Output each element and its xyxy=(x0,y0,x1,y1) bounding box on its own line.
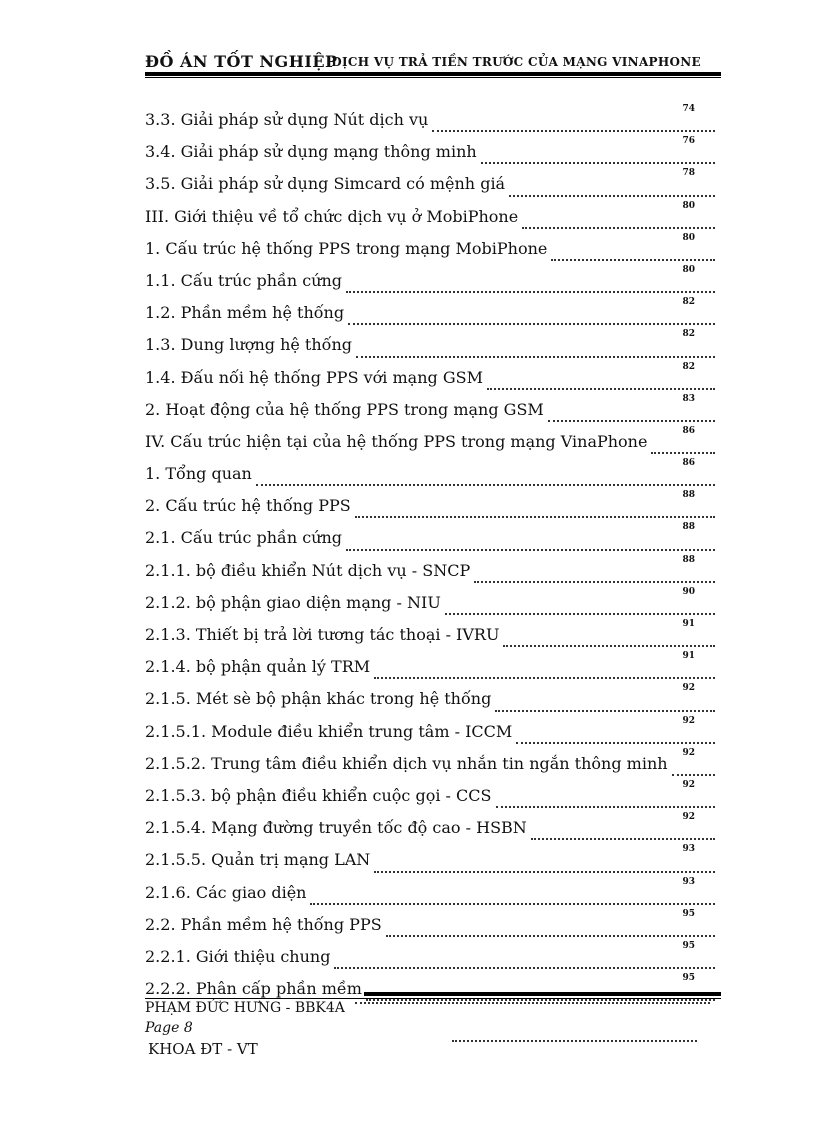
header-title-right: DỊCH VỤ TRẢ TIỀN TRƯỚC CỦA MẠNG VINAPHONE xyxy=(331,55,701,69)
toc-entry-page: 82 xyxy=(682,329,695,340)
toc-entry-title: 2.1.1. bộ điều khiển Nút dịch vụ - SNCP xyxy=(145,560,471,580)
toc-leader-dots xyxy=(672,773,715,776)
toc-entry xyxy=(145,522,725,554)
toc-entry-title: 2.2.2. Phân cấp phần mềm xyxy=(145,979,362,999)
toc-leader-dots xyxy=(432,129,715,132)
toc-entry-title: 2.2.1. Giới thiệu chung xyxy=(145,946,331,966)
toc-entry-page: 80 xyxy=(682,232,695,243)
toc-entry-title: 1.4. Đấu nối hệ thống PPS với mạng GSM xyxy=(145,367,483,387)
toc-leader-dots xyxy=(346,548,715,551)
toc-entry-page: 82 xyxy=(682,361,695,372)
toc-leader-dots xyxy=(374,870,715,873)
toc-entry-page: 86 xyxy=(682,425,695,436)
toc-leader-dots xyxy=(366,998,715,1001)
toc-entry-page: 91 xyxy=(682,619,695,629)
toc-leader-dots xyxy=(445,612,715,615)
toc-entry-title: 2.1. Cấu trúc phần cứng xyxy=(145,528,343,548)
footer-leader xyxy=(355,1002,710,1004)
footer-page-number: Page 8 xyxy=(145,1020,193,1036)
toc-entry-title: 2.1.3. Thiết bị trả lời tương tác thoại - IVRU xyxy=(145,625,500,644)
toc-leader-dots xyxy=(481,161,715,164)
toc-leader-dots xyxy=(531,837,715,840)
toc-entry-page: 95 xyxy=(682,973,695,984)
toc-entry-page: 92 xyxy=(682,779,695,790)
toc-entry-page: 86 xyxy=(682,458,695,469)
toc-entry-title: 1.2. Phần mềm hệ thống xyxy=(145,303,345,323)
toc-entry-page: 93 xyxy=(682,876,695,887)
toc-entry xyxy=(145,651,725,683)
toc-entry-title: 2.1.4. bộ phận quản lý TRM xyxy=(145,657,371,677)
toc-entry xyxy=(145,168,725,200)
toc-entry xyxy=(145,587,725,619)
toc-leader-dots xyxy=(503,644,715,647)
toc-entry-title: 1. Tổng quan xyxy=(145,464,252,484)
toc-entry-title: 2.1.5.2. Trung tâm điều khiển dịch vụ nhắn tin ngắn thông minh xyxy=(145,753,668,773)
toc-leader-dots xyxy=(474,580,715,583)
toc-leader-dots xyxy=(256,483,715,486)
toc-entry-title: 2.1.5. Mét sè bộ phận khác trong hệ thống xyxy=(145,689,492,709)
toc-entry xyxy=(145,909,725,941)
toc-entry xyxy=(145,716,725,748)
toc-entry-page: 92 xyxy=(682,715,695,726)
footer-author: PHẠM ĐỨC HƯNG - BBK4A xyxy=(145,1000,345,1016)
toc-entry xyxy=(145,265,725,297)
toc-entry xyxy=(145,941,725,973)
toc-entry xyxy=(145,426,725,458)
toc-entry xyxy=(145,780,725,812)
toc-entry xyxy=(145,748,725,780)
toc-leader-dots xyxy=(487,387,715,390)
toc-entry-page: 92 xyxy=(682,683,695,694)
toc-entry-page: 88 xyxy=(682,522,695,533)
toc-leader-dots xyxy=(496,805,715,808)
toc-leader-dots xyxy=(334,966,715,969)
toc-entry-page: 82 xyxy=(682,297,695,308)
toc-entry-page: 88 xyxy=(682,490,695,501)
toc-entry-title: 1. Cấu trúc hệ thống PPS trong mạng MobiPhone xyxy=(145,238,548,258)
toc-entry-page: 91 xyxy=(682,651,695,662)
toc-entry-title: 2.1.5.5. Quản trị mạng LAN xyxy=(145,850,371,870)
toc-entry xyxy=(145,136,725,168)
toc-entry xyxy=(145,458,725,490)
toc-entry xyxy=(145,233,725,265)
toc-entry xyxy=(145,297,725,329)
toc-entry xyxy=(145,329,725,361)
toc-entry-page: 88 xyxy=(682,554,695,565)
toc-entry-title: 1.1. Cấu trúc phần cứng xyxy=(145,270,343,290)
toc-leader-dots xyxy=(348,322,715,325)
toc-entry xyxy=(145,877,725,909)
toc-entry xyxy=(145,394,725,426)
toc-entry xyxy=(145,201,725,233)
toc-leader-dots xyxy=(310,902,715,905)
table-of-contents xyxy=(145,104,725,1005)
toc-entry xyxy=(145,104,725,136)
toc-entry-title: 1.3. Dung lượng hệ thống xyxy=(145,335,352,355)
toc-entry xyxy=(145,490,725,522)
toc-entry-page: 95 xyxy=(682,940,695,951)
toc-entry-title: 2.1.5.3. bộ phận điều khiển cuộc gọi - CCS xyxy=(145,785,492,805)
toc-entry-page: 90 xyxy=(682,586,695,597)
toc-entry-page: 92 xyxy=(682,812,695,823)
toc-leader-dots xyxy=(346,290,715,293)
toc-leader-dots xyxy=(522,226,715,229)
footer-leader-2 xyxy=(452,1040,697,1042)
toc-leader-dots xyxy=(651,451,715,454)
toc-entry-title: 3.4. Giải pháp sử dụng mạng thông minh xyxy=(145,142,477,162)
toc-entry-page: 95 xyxy=(682,908,695,919)
toc-entry-page: 80 xyxy=(682,264,695,275)
toc-leader-dots xyxy=(509,194,715,197)
toc-entry-title: 2. Hoạt động của hệ thống PPS trong mạng GSM xyxy=(145,399,544,419)
toc-leader-dots xyxy=(374,676,715,679)
toc-leader-dots xyxy=(551,258,715,261)
toc-entry-title: 2.1.5.4. Mạng đường truyền tốc độ cao - HSBN xyxy=(145,818,527,838)
header-rule-thin xyxy=(145,77,721,78)
header-rule-thick xyxy=(145,72,721,76)
toc-entry-title: IV. Cấu trúc hiện tại của hệ thống PPS trong mạng VinaPhone xyxy=(145,431,648,451)
toc-entry xyxy=(145,362,725,394)
toc-entry-page: 76 xyxy=(682,136,695,147)
toc-leader-dots xyxy=(356,355,715,358)
toc-entry-title: 2.2. Phần mềm hệ thống PPS xyxy=(145,914,382,934)
toc-leader-dots xyxy=(495,709,715,712)
toc-entry-title: III. Giới thiệu về tổ chức dịch vụ ở MobiPhone xyxy=(145,206,519,226)
toc-entry-title: 3.3. Giải pháp sử dụng Nút dịch vụ xyxy=(145,110,429,129)
toc-entry-page: 92 xyxy=(682,747,695,758)
toc-entry-page: 93 xyxy=(682,844,695,855)
toc-entry-title: 2. Cấu trúc hệ thống PPS xyxy=(145,496,351,516)
toc-entry xyxy=(145,555,725,587)
header-title-left: ĐỒ ÁN TỐT NGHIỆP xyxy=(145,52,338,71)
toc-entry-page: 74 xyxy=(682,104,695,114)
footer-department: KHOA ĐT - VT xyxy=(148,1040,258,1058)
toc-leader-dots xyxy=(355,515,715,518)
toc-entry xyxy=(145,619,725,651)
toc-entry xyxy=(145,844,725,876)
toc-entry xyxy=(145,812,725,844)
toc-entry-title: 3.5. Giải pháp sử dụng Simcard có mệnh giá xyxy=(145,174,506,194)
toc-leader-dots xyxy=(548,419,715,422)
toc-entry-title: 2.1.2. bộ phận giao diện mạng - NIU xyxy=(145,592,441,612)
toc-leader-dots xyxy=(386,934,715,937)
toc-entry-page: 80 xyxy=(682,200,695,211)
toc-entry-title: 2.1.5.1. Module điều khiển trung tâm - ICCM xyxy=(145,721,513,741)
toc-leader-dots xyxy=(516,741,715,744)
toc-entry-title: 2.1.6. Các giao diện xyxy=(145,882,307,902)
toc-entry xyxy=(145,683,725,715)
toc-entry-page: 83 xyxy=(682,393,695,404)
toc-entry-page: 78 xyxy=(682,168,695,179)
